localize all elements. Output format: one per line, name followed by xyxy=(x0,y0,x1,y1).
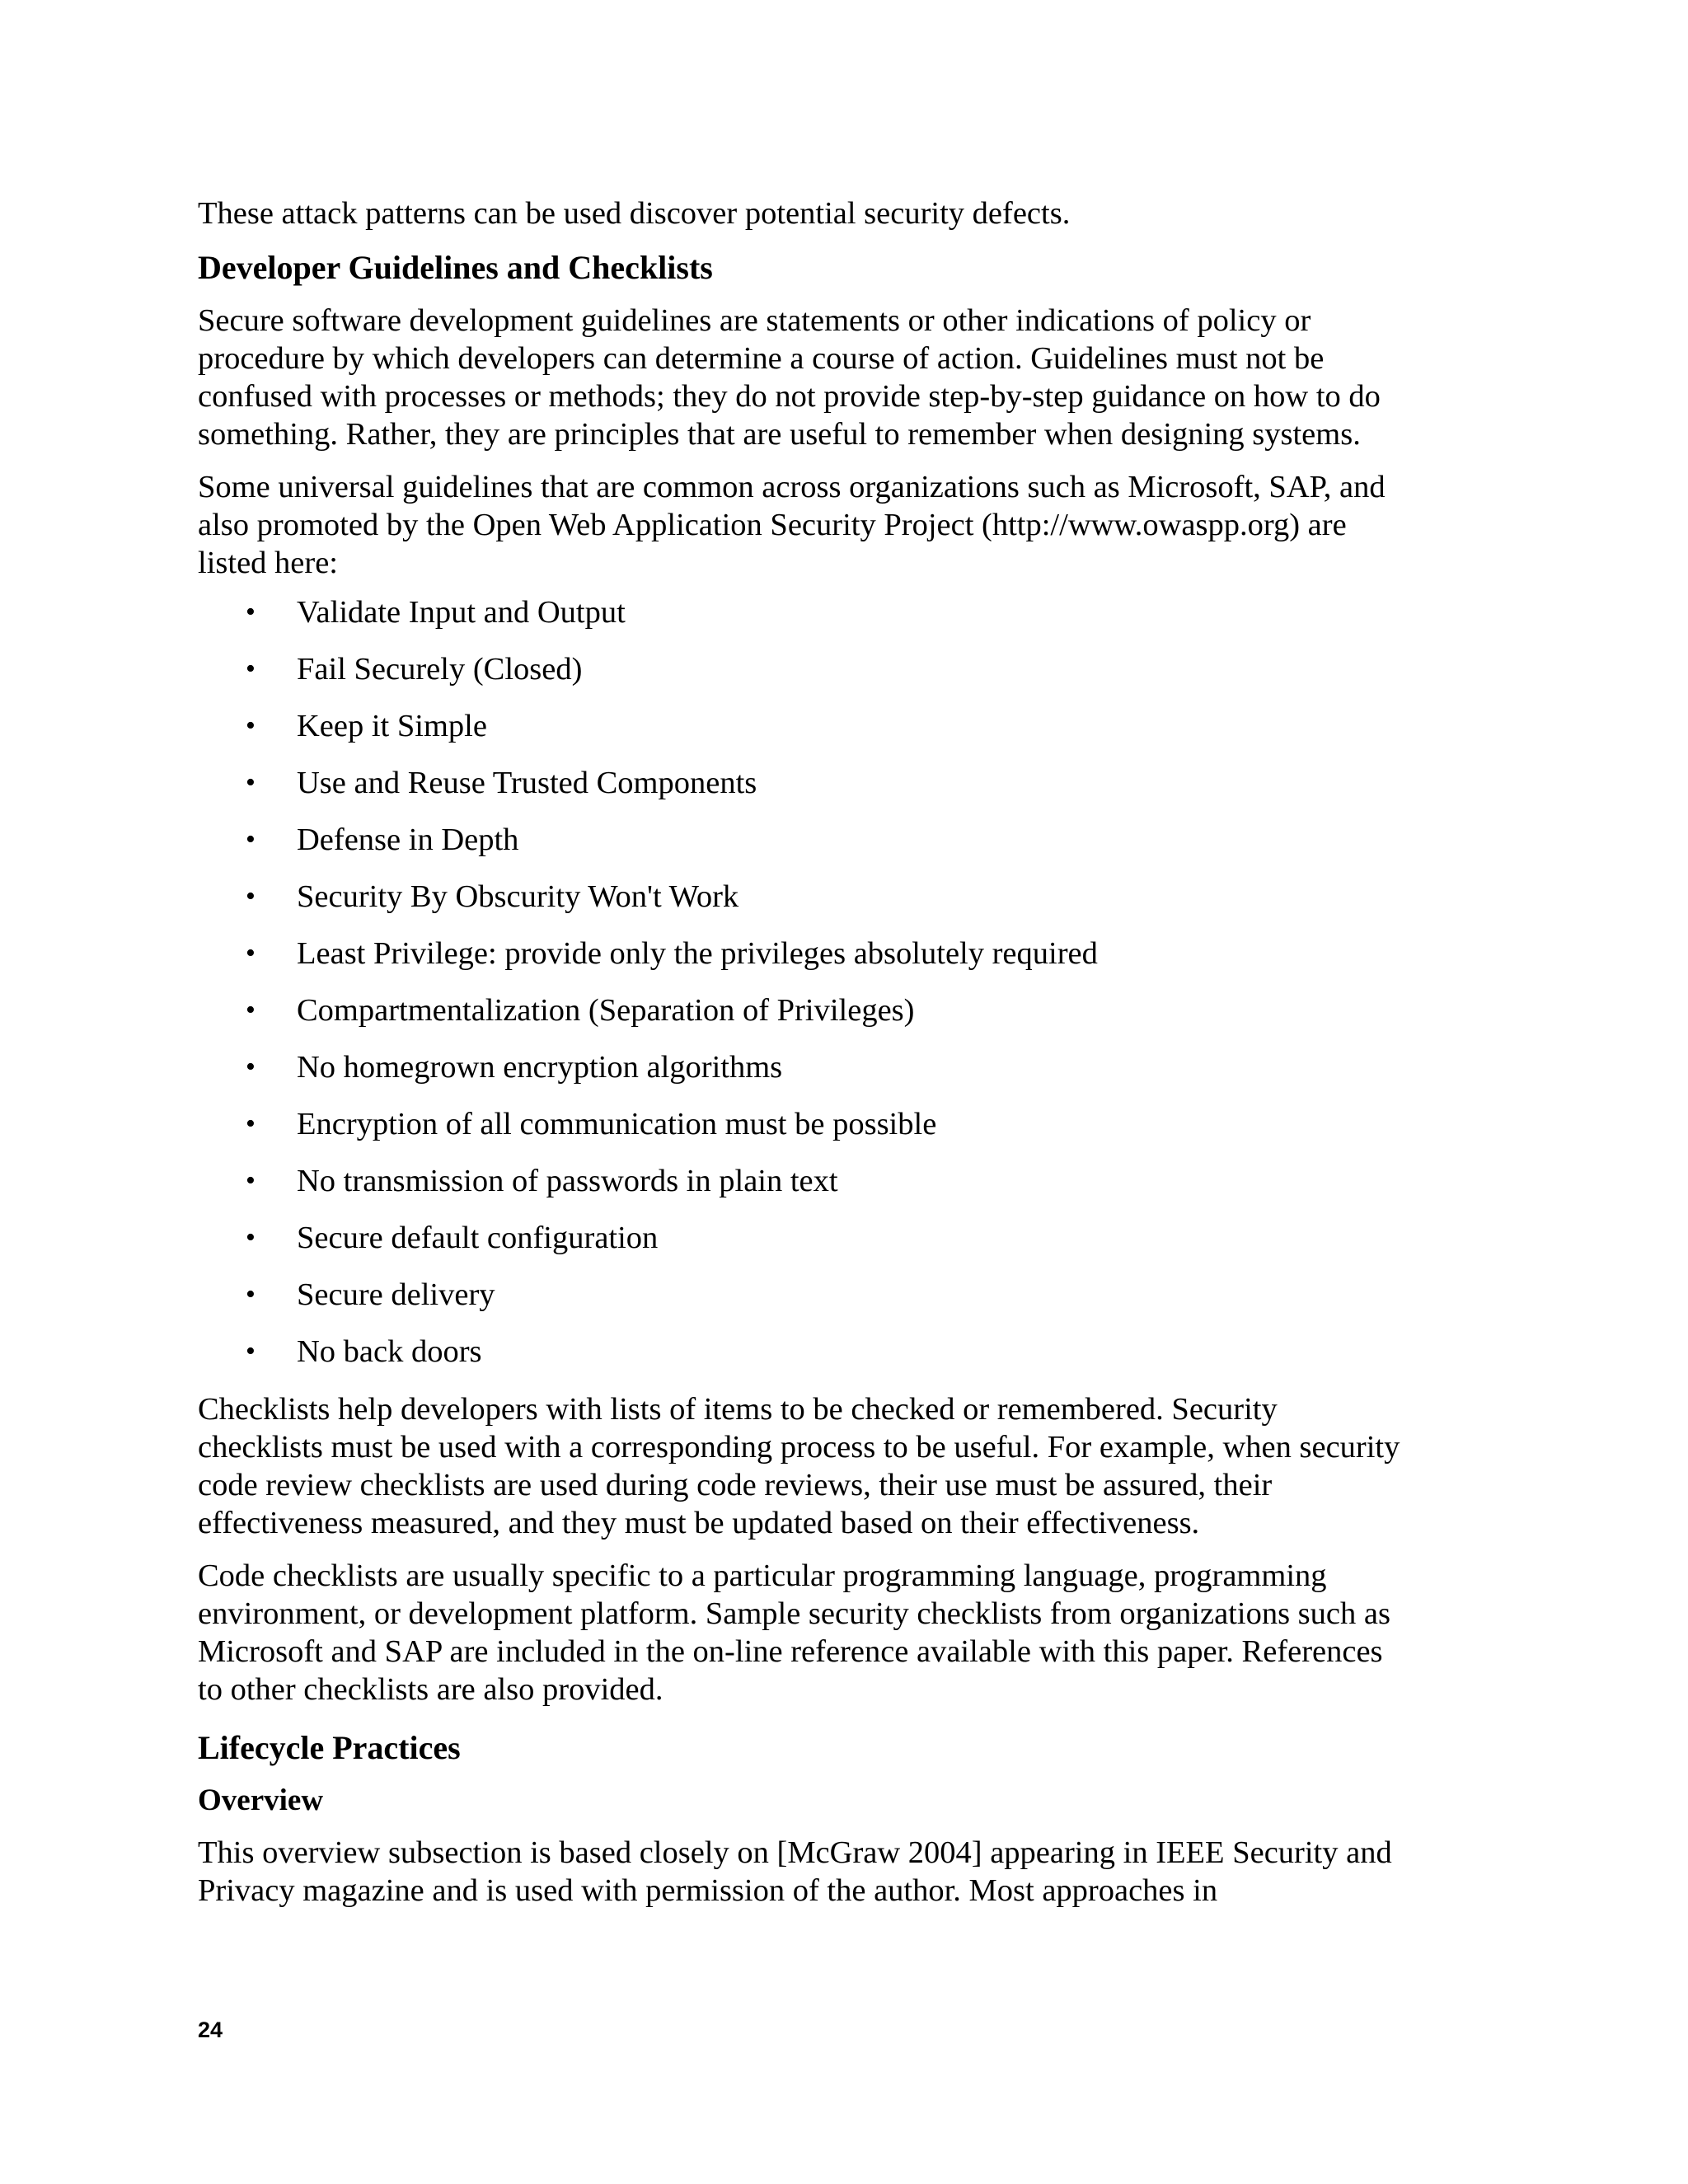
list-item xyxy=(198,1162,1401,1219)
overview-paragraph: This overview subsection is based closely on [McGraw 2004] appearing in IEEE Security and Privacy magazine and is used with permission of the author. Most approaches in xyxy=(198,1835,1392,1908)
bullet-icon: • xyxy=(246,710,256,741)
list-item-text: Fail Securely (Closed) xyxy=(297,652,583,687)
list-item-text: No homegrown encryption algorithms xyxy=(297,1050,783,1085)
list-item xyxy=(198,593,1401,650)
list-item-text: No back doors xyxy=(297,1334,482,1369)
list-item-text: Keep it Simple xyxy=(297,709,487,743)
list-item-text: Compartmentalization (Separation of Privileges) xyxy=(297,993,915,1028)
list-item xyxy=(198,1048,1401,1105)
bullet-icon: • xyxy=(246,1108,256,1139)
list-item xyxy=(198,1333,1401,1380)
list-item xyxy=(198,707,1401,764)
list-item xyxy=(198,650,1401,707)
list-item-text: Least Privilege: provide only the privileges absolutely required xyxy=(297,936,1098,971)
bullet-icon: • xyxy=(246,1279,256,1310)
code-checklists-paragraph: Code checklists are usually specific to a particular programming language, programming environment, or development platform. Sample security checklists from organizations such as Microsoft and SAP are included in the on-line reference available with this paper. References to other checklists are also provided. xyxy=(198,1558,1390,1707)
subsection-heading-overview: Overview xyxy=(198,1783,324,1817)
list-item-text: Encryption of all communication must be possible xyxy=(297,1107,937,1141)
bullet-icon: • xyxy=(246,1052,256,1082)
bullet-icon: • xyxy=(246,938,256,968)
page-content xyxy=(198,194,1401,1910)
guidelines-list xyxy=(198,593,1401,1380)
list-item-text: Validate Input and Output xyxy=(297,595,626,630)
list-item-text: Secure default configuration xyxy=(297,1221,659,1255)
list-item-text: Secure delivery xyxy=(297,1277,495,1312)
list-item-text: No transmission of passwords in plain text xyxy=(297,1164,838,1198)
list-item xyxy=(198,1276,1401,1333)
list-item-text: Defense in Depth xyxy=(297,823,519,857)
list-item-text: Security By Obscurity Won't Work xyxy=(297,879,739,914)
section-heading-developer-guidelines: Developer Guidelines and Checklists xyxy=(198,249,713,286)
section-heading-lifecycle-practices: Lifecycle Practices xyxy=(198,1729,461,1766)
bullet-icon: • xyxy=(246,824,256,855)
list-item xyxy=(198,1105,1401,1162)
universal-guidelines-paragraph: Some universal guidelines that are common across organizations such as Microsoft, SAP, and also promoted by the Open Web Application Security Project (http://www.owaspp.org) are listed here: xyxy=(198,470,1386,580)
bullet-icon: • xyxy=(246,881,256,912)
bullet-icon: • xyxy=(246,1336,256,1366)
list-item xyxy=(198,1219,1401,1276)
list-item-text: Use and Reuse Trusted Components xyxy=(297,766,757,800)
bullet-icon: • xyxy=(246,654,256,684)
bullet-icon: • xyxy=(246,1165,256,1196)
bullet-icon: • xyxy=(246,1222,256,1253)
list-item xyxy=(198,991,1401,1048)
intro-paragraph: These attack patterns can be used discover potential security defects. xyxy=(198,196,1071,231)
list-item xyxy=(198,878,1401,935)
list-item xyxy=(198,821,1401,878)
list-item xyxy=(198,935,1401,991)
list-item xyxy=(198,764,1401,821)
bullet-icon: • xyxy=(246,767,256,798)
guidelines-definition-paragraph: Secure software development guidelines are statements or other indications of policy or procedure by which developers can determine a course of action. Guidelines must not be confused with processes or methods; they do not provide step-by-step guidance on how to do something. Rather, they are principles that are useful to remember when designing systems. xyxy=(198,303,1381,452)
bullet-icon: • xyxy=(246,597,256,627)
checklists-paragraph: Checklists help developers with lists of items to be checked or remembered. Security checklists must be used with a corresponding process to be useful. For example, when security code review checklists are used during code reviews, their use must be assured, their effectiveness measured, and they must be updated based on their effectiveness. xyxy=(198,1392,1400,1540)
page-number: 24 xyxy=(198,2018,223,2042)
bullet-icon: • xyxy=(246,995,256,1025)
